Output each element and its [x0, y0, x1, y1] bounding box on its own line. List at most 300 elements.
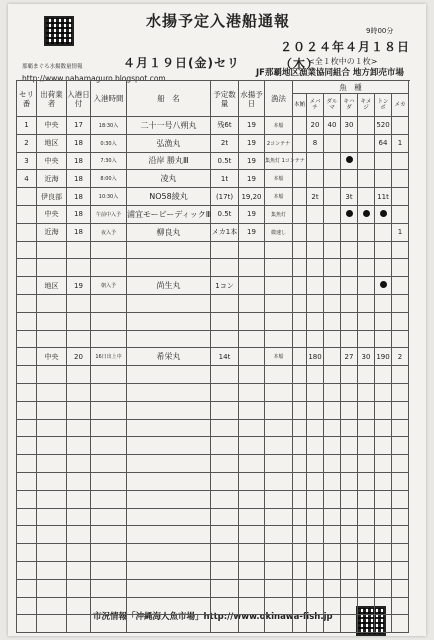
arrival-day-cell [67, 383, 91, 401]
fish-cell [375, 259, 392, 277]
shipper-cell [37, 561, 67, 579]
table-row [17, 490, 409, 508]
fish-cell [341, 383, 358, 401]
landing-day-cell [239, 277, 265, 295]
col-header-shipper: 出荷業者 [37, 81, 67, 117]
fish-cell [375, 401, 392, 419]
seri-number-cell: 1 [17, 117, 37, 135]
ship-name-cell [127, 490, 211, 508]
col-header-arrival-day: 入港日付 [67, 81, 91, 117]
fish-cell [307, 508, 324, 526]
fish-cell [293, 561, 307, 579]
fish-cell [324, 544, 341, 562]
fish-cell [358, 188, 375, 206]
method-cell [265, 277, 293, 295]
seri-number-cell: 2 [17, 134, 37, 152]
fish-cell [375, 597, 392, 615]
method-cell [265, 401, 293, 419]
seri-number-cell [17, 526, 37, 544]
landing-day-cell [239, 455, 265, 473]
fish-cell [341, 615, 358, 633]
fish-cell [392, 597, 409, 615]
seri-number-cell [17, 259, 37, 277]
fish-cell [324, 277, 341, 295]
seri-number-cell [17, 561, 37, 579]
fish-cell [324, 330, 341, 348]
fish-cell [375, 366, 392, 384]
table-row [17, 437, 409, 455]
col-header-fish-group: 魚 種 [293, 81, 409, 94]
landing-day-cell [239, 383, 265, 401]
seri-number-cell [17, 455, 37, 473]
arrival-time-cell: 18:30入 [91, 117, 127, 135]
shipper-cell [37, 312, 67, 330]
method-cell [265, 241, 293, 259]
fish-cell [392, 152, 409, 170]
method-cell [265, 597, 293, 615]
arrival-day-cell: 17 [67, 117, 91, 135]
arrival-time-cell [91, 472, 127, 490]
filled-dot-icon [380, 281, 387, 288]
seri-number-cell: 3 [17, 152, 37, 170]
landing-day-cell [239, 508, 265, 526]
ship-name-cell [127, 294, 211, 312]
filled-dot-icon [346, 210, 353, 217]
fish-cell [392, 277, 409, 295]
quantity-cell [211, 366, 239, 384]
fish-cell [324, 205, 341, 223]
fish-cell [341, 134, 358, 152]
fish-cell [341, 277, 358, 295]
fish-cell [307, 419, 324, 437]
seri-number-cell [17, 294, 37, 312]
fish-cell [341, 223, 358, 241]
method-cell: 本船 [265, 170, 293, 188]
seri-number-cell [17, 597, 37, 615]
quantity-cell [211, 526, 239, 544]
quantity-cell: メカ1本 [211, 223, 239, 241]
shipper-cell [37, 490, 67, 508]
ship-name-cell [127, 366, 211, 384]
fish-cell [293, 117, 307, 135]
landing-day-cell: 19 [239, 117, 265, 135]
fish-cell [307, 490, 324, 508]
fish-cell [392, 330, 409, 348]
fish-cell [375, 223, 392, 241]
table-row [17, 294, 409, 312]
shipper-cell [37, 615, 67, 633]
arrival-day-cell [67, 490, 91, 508]
shipper-cell [37, 579, 67, 597]
seri-number-cell [17, 277, 37, 295]
fish-cell [341, 597, 358, 615]
quantity-cell: 2t [211, 134, 239, 152]
fish-cell [293, 579, 307, 597]
arrival-time-cell: 0:30入 [91, 134, 127, 152]
fish-cell: 180 [307, 348, 324, 366]
fish-cell [341, 526, 358, 544]
shipper-cell [37, 330, 67, 348]
fish-cell [341, 508, 358, 526]
fish-cell [358, 383, 375, 401]
seri-number-cell [17, 508, 37, 526]
fish-cell [307, 294, 324, 312]
fish-cell [293, 401, 307, 419]
fish-cell [358, 401, 375, 419]
quantity-cell [211, 490, 239, 508]
table-row [17, 259, 409, 277]
fish-cell [392, 188, 409, 206]
table-row [17, 526, 409, 544]
fish-cell [375, 472, 392, 490]
arrival-day-cell [67, 455, 91, 473]
seri-number-cell [17, 366, 37, 384]
fish-cell [324, 561, 341, 579]
ship-name-cell [127, 526, 211, 544]
arrival-day-cell [67, 472, 91, 490]
shipper-cell [37, 526, 67, 544]
fish-cell [358, 259, 375, 277]
arrival-time-cell: 10:30入 [91, 188, 127, 206]
ship-name-cell [127, 437, 211, 455]
quantity-cell [211, 544, 239, 562]
fish-cell [341, 490, 358, 508]
fish-cell [358, 241, 375, 259]
fish-cell [392, 490, 409, 508]
fish-cell [307, 472, 324, 490]
landing-day-cell [239, 259, 265, 277]
fish-cell [392, 579, 409, 597]
fish-cell [392, 437, 409, 455]
fish-cell [392, 312, 409, 330]
fish-cell [358, 597, 375, 615]
fish-cell [358, 134, 375, 152]
fish-cell [341, 437, 358, 455]
fish-cell [358, 615, 375, 633]
seri-number-cell [17, 241, 37, 259]
ship-name-cell: 沿岸 勝丸Ⅲ [127, 152, 211, 170]
organization-name: JF那覇地区漁業協同組合 地方卸売市場 [256, 68, 404, 78]
fish-cell [307, 544, 324, 562]
quantity-cell [211, 579, 239, 597]
ship-name-cell [127, 455, 211, 473]
table-row [17, 117, 409, 135]
fish-cell [307, 455, 324, 473]
landing-day-cell [239, 348, 265, 366]
fish-cell [392, 241, 409, 259]
fish-cell [324, 170, 341, 188]
fish-cell [307, 223, 324, 241]
fish-cell [358, 366, 375, 384]
qr-caption: 那覇まぐろ水揚数量情報 [22, 64, 83, 70]
table-row [17, 615, 409, 633]
shipper-cell: 地区 [37, 134, 67, 152]
arrival-day-cell [67, 544, 91, 562]
ship-name-cell [127, 259, 211, 277]
fish-cell [293, 134, 307, 152]
page-title: 水揚予定入港船通報 [146, 12, 291, 30]
quantity-cell: (17t) [211, 188, 239, 206]
fish-cell [375, 508, 392, 526]
fish-cell [341, 330, 358, 348]
arrival-time-cell [91, 615, 127, 633]
arrival-table [16, 80, 409, 633]
quantity-cell: 14t [211, 348, 239, 366]
fish-cell [375, 615, 392, 633]
col-header-fish: 本鮪 [293, 94, 307, 117]
arrival-time-cell [91, 597, 127, 615]
arrival-day-cell [67, 241, 91, 259]
fish-cell [358, 437, 375, 455]
table-row [17, 277, 409, 295]
ship-name-cell [127, 472, 211, 490]
fish-cell [392, 419, 409, 437]
col-header-fish: キハダ [341, 94, 358, 117]
quantity-cell [211, 383, 239, 401]
landing-day-cell [239, 419, 265, 437]
fish-cell [358, 170, 375, 188]
method-cell [265, 312, 293, 330]
fish-cell [307, 401, 324, 419]
fish-cell: 40 [324, 117, 341, 135]
fish-cell [307, 561, 324, 579]
table-row [17, 330, 409, 348]
fish-cell [307, 312, 324, 330]
method-cell [265, 294, 293, 312]
filled-dot-icon [346, 156, 353, 163]
fish-cell [324, 312, 341, 330]
arrival-time-cell [91, 366, 127, 384]
fish-cell [375, 152, 392, 170]
fish-cell [375, 330, 392, 348]
arrival-day-cell [67, 419, 91, 437]
fish-cell [324, 383, 341, 401]
fish-cell: 11t [375, 188, 392, 206]
seri-number-cell [17, 490, 37, 508]
fish-cell: 20 [307, 117, 324, 135]
auction-date: ４月１９日(金)セリ [123, 56, 240, 70]
arrival-day-cell [67, 437, 91, 455]
shipper-cell: 中央 [37, 117, 67, 135]
fish-cell [358, 152, 375, 170]
arrival-time-cell [91, 383, 127, 401]
table-row [17, 508, 409, 526]
fish-cell [392, 508, 409, 526]
quantity-cell: 0.5t [211, 152, 239, 170]
arrival-day-cell [67, 401, 91, 419]
fish-cell [341, 366, 358, 384]
arrival-time-cell: 朝入予 [91, 277, 127, 295]
fish-cell [293, 241, 307, 259]
arrival-time-cell [91, 294, 127, 312]
fish-cell [293, 348, 307, 366]
arrival-day-cell [67, 508, 91, 526]
method-cell [265, 437, 293, 455]
fish-cell [392, 526, 409, 544]
method-cell [265, 526, 293, 544]
fish-cell [293, 526, 307, 544]
landing-day-cell [239, 401, 265, 419]
fish-cell [293, 383, 307, 401]
col-header-seri: セリ番 [17, 81, 37, 117]
fish-cell: 2t [307, 188, 324, 206]
fish-cell [293, 366, 307, 384]
seri-number-cell: 4 [17, 170, 37, 188]
col-header-arrival-time: 入港時間 [91, 81, 127, 117]
fish-cell [307, 259, 324, 277]
fish-cell [293, 544, 307, 562]
arrival-time-cell [91, 561, 127, 579]
fish-cell [324, 419, 341, 437]
fish-cell [293, 455, 307, 473]
fish-cell [392, 455, 409, 473]
table-row [17, 383, 409, 401]
fish-cell [293, 508, 307, 526]
seri-number-cell [17, 472, 37, 490]
filled-dot-icon [380, 210, 387, 217]
fish-cell [375, 419, 392, 437]
landing-day-cell: 19,20 [239, 188, 265, 206]
seri-number-cell [17, 223, 37, 241]
shipper-cell: 中央 [37, 348, 67, 366]
fish-cell [375, 579, 392, 597]
fish-cell [375, 544, 392, 562]
shipper-cell: 近海 [37, 170, 67, 188]
method-cell [265, 472, 293, 490]
seri-number-cell [17, 615, 37, 633]
ship-name-cell [127, 401, 211, 419]
quantity-cell [211, 472, 239, 490]
fish-cell [293, 259, 307, 277]
fish-cell [293, 330, 307, 348]
landing-day-cell: 19 [239, 223, 265, 241]
quantity-cell [211, 259, 239, 277]
arrival-day-cell [67, 330, 91, 348]
method-cell [265, 259, 293, 277]
col-header-fish: ダルマ [324, 94, 341, 117]
fish-cell [341, 259, 358, 277]
arrival-time-cell: 午前中入予 [91, 205, 127, 223]
fish-cell [375, 437, 392, 455]
quantity-cell: 0.5t [211, 205, 239, 223]
fish-cell [324, 134, 341, 152]
fish-cell [324, 152, 341, 170]
shipper-cell [37, 597, 67, 615]
arrival-time-cell: 8:00入 [91, 170, 127, 188]
ship-name-cell [127, 419, 211, 437]
seri-number-cell [17, 188, 37, 206]
table-row [17, 312, 409, 330]
fish-cell [307, 152, 324, 170]
arrival-time-cell [91, 490, 127, 508]
fish-cell [341, 241, 358, 259]
ship-name-cell: 凌丸 [127, 170, 211, 188]
fish-cell [392, 561, 409, 579]
ship-name-cell [127, 312, 211, 330]
fish-cell [324, 579, 341, 597]
shipper-cell: 中央 [37, 152, 67, 170]
fish-cell [307, 205, 324, 223]
fish-cell: 2 [392, 348, 409, 366]
fish-cell [324, 188, 341, 206]
shipper-cell [37, 259, 67, 277]
fish-cell [375, 526, 392, 544]
fish-cell [293, 312, 307, 330]
arrival-day-cell [67, 259, 91, 277]
col-header-landing-day: 水揚予日 [239, 81, 265, 117]
fish-cell [392, 366, 409, 384]
landing-day-cell [239, 312, 265, 330]
fish-cell [293, 205, 307, 223]
arrival-day-cell: 18 [67, 134, 91, 152]
ship-name-cell: 弘漁丸 [127, 134, 211, 152]
quantity-cell [211, 455, 239, 473]
seri-number-cell [17, 401, 37, 419]
table-row [17, 223, 409, 241]
arrival-time-cell [91, 455, 127, 473]
quantity-cell [211, 312, 239, 330]
fish-cell: 27 [341, 348, 358, 366]
method-cell: 本船 [265, 117, 293, 135]
fish-cell [375, 241, 392, 259]
fish-cell [392, 383, 409, 401]
shipper-cell: 中央 [37, 205, 67, 223]
fish-cell [392, 117, 409, 135]
arrival-time-cell: 7:30入 [91, 152, 127, 170]
landing-day-cell: 19 [239, 205, 265, 223]
fish-cell [324, 366, 341, 384]
fish-cell [375, 294, 392, 312]
fish-cell [307, 437, 324, 455]
shipper-cell [37, 366, 67, 384]
quantity-cell [211, 437, 239, 455]
arrival-time-cell [91, 508, 127, 526]
fish-cell [293, 472, 307, 490]
seri-number-cell [17, 419, 37, 437]
landing-day-cell [239, 241, 265, 259]
quantity-cell [211, 597, 239, 615]
table-row [17, 579, 409, 597]
fish-cell: 3t [341, 188, 358, 206]
arrival-day-cell [67, 597, 91, 615]
fish-cell [293, 294, 307, 312]
fish-cell [324, 259, 341, 277]
arrival-day-cell [67, 294, 91, 312]
table-row [17, 544, 409, 562]
fish-cell [307, 170, 324, 188]
fish-cell [341, 419, 358, 437]
arrival-day-cell: 18 [67, 223, 91, 241]
fish-cell [307, 241, 324, 259]
fish-cell [324, 526, 341, 544]
landing-day-cell [239, 615, 265, 633]
arrival-time-cell [91, 437, 127, 455]
shipper-cell [37, 241, 67, 259]
arrival-time-cell [91, 419, 127, 437]
fish-cell [392, 615, 409, 633]
quantity-cell [211, 561, 239, 579]
landing-day-cell [239, 472, 265, 490]
ship-name-cell [127, 597, 211, 615]
fish-cell [341, 579, 358, 597]
arrival-time-cell: 夜入予 [91, 223, 127, 241]
method-cell [265, 579, 293, 597]
landing-day-cell: 19 [239, 170, 265, 188]
fish-cell [341, 205, 358, 223]
fish-cell [293, 615, 307, 633]
fish-cell [358, 294, 375, 312]
shipper-cell [37, 437, 67, 455]
